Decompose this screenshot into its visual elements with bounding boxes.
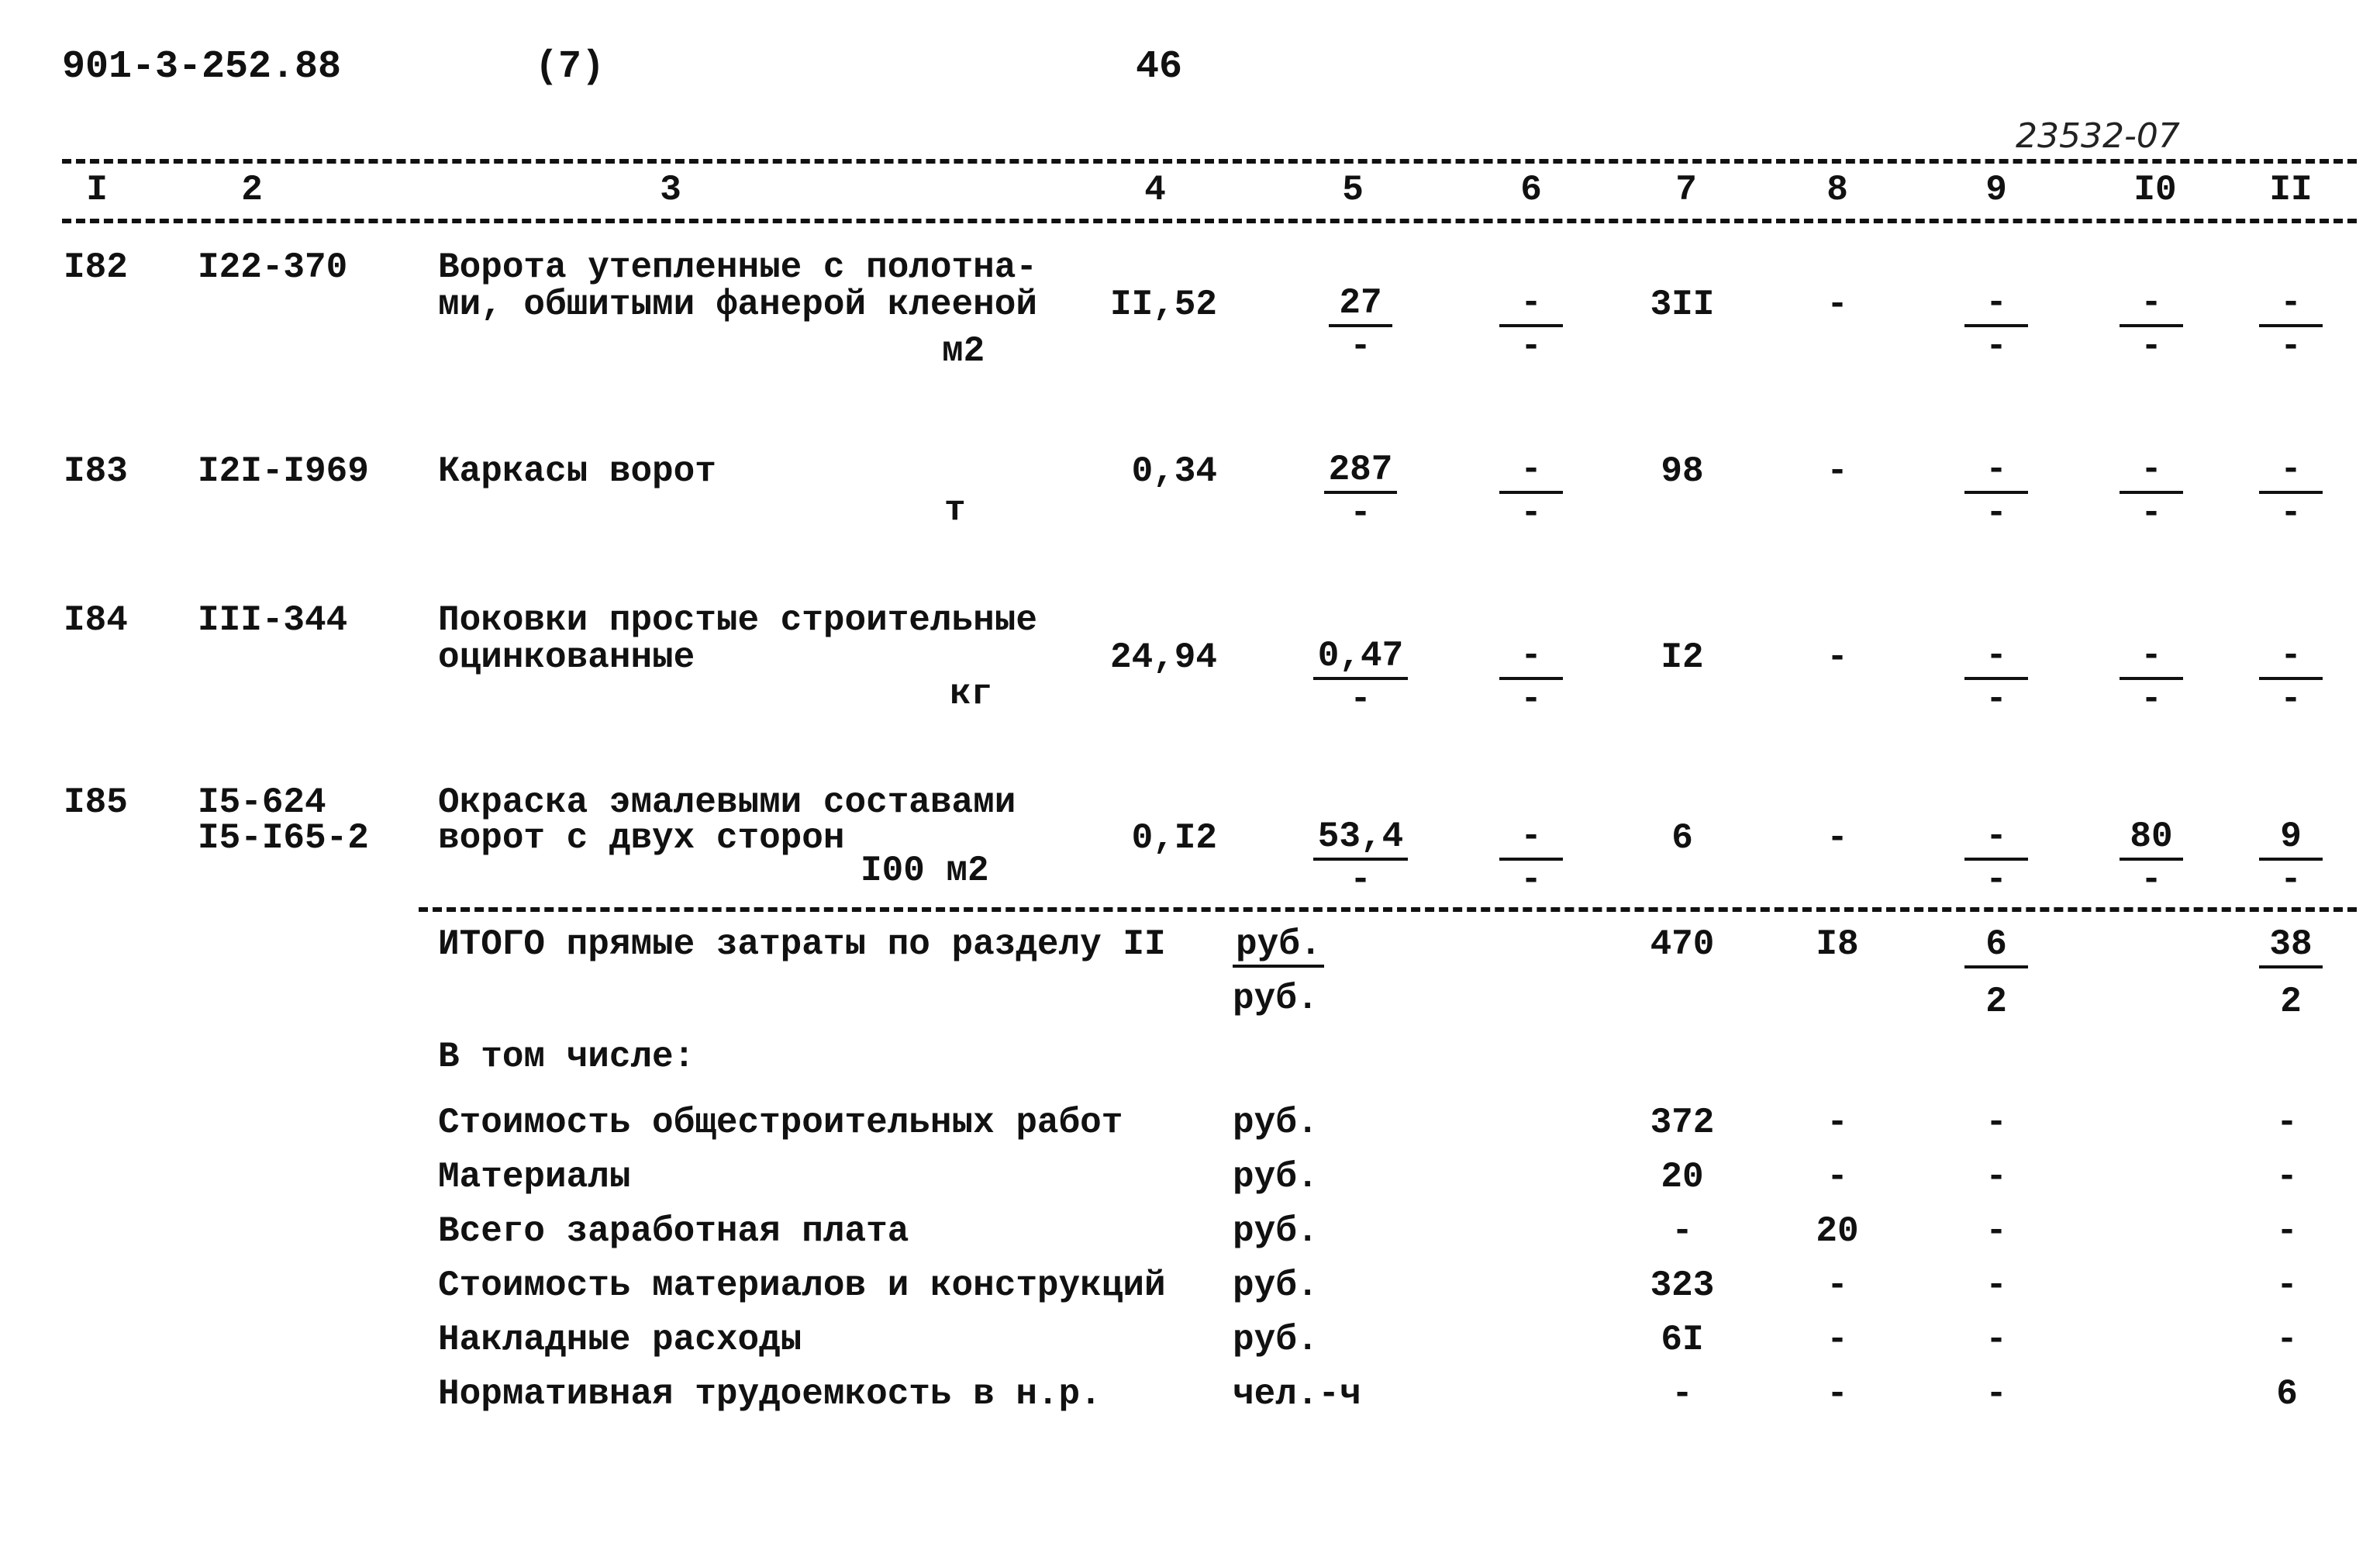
handwritten-note: 23532-07 (2016, 116, 2180, 156)
col6-top: - (1499, 452, 1563, 494)
breakdown-unit: руб. (1233, 1103, 1319, 1143)
unit-of-measure: I00 м2 (861, 851, 989, 891)
col-header: 9 (1985, 170, 2007, 210)
row-number: I83 (64, 451, 128, 492)
col7-value: 6 (1671, 818, 1693, 858)
col9-value (1954, 283, 2039, 367)
col10-value (2109, 816, 2194, 900)
col10-top: - (2120, 638, 2183, 680)
breakdown-col11: - (2276, 1157, 2298, 1197)
breakdown-unit: руб. (1233, 1265, 1319, 1306)
unit-of-measure: т (944, 490, 966, 530)
totals-col9-bottom: 2 (1985, 982, 2007, 1022)
col6-bottom: - (1520, 326, 1542, 367)
breakdown-col8: 20 (1816, 1211, 1859, 1251)
document-code: 901-3-252.88 (62, 45, 342, 89)
quantity: 24,94 (1109, 637, 1217, 678)
row-number: I85 (64, 782, 128, 823)
col11-top: 9 (2259, 819, 2323, 861)
col9-bottom: - (1985, 326, 2007, 367)
breakdown-unit: руб. (1233, 1320, 1319, 1360)
row-number: I82 (64, 247, 128, 288)
row-number: I84 (64, 600, 128, 640)
sheet-reference: (7) (535, 45, 605, 89)
col8-value: - (1826, 637, 1848, 678)
totals-col9 (1954, 924, 2039, 1022)
col10-top: - (2120, 452, 2183, 494)
col11-bottom: - (2280, 326, 2302, 367)
col9-top: - (1964, 285, 2028, 327)
breakdown-col7: 20 (1661, 1157, 1704, 1197)
col9-value (1954, 816, 2039, 900)
breakdown-col8: - (1826, 1320, 1848, 1360)
breakdown-col11: - (2276, 1320, 2298, 1360)
position-code-secondary: I5-I65-2 (198, 818, 369, 858)
col6-top: - (1499, 819, 1563, 861)
col9-value (1954, 636, 2039, 720)
position-code: I5-624 (198, 782, 326, 823)
col-header: 4 (1144, 170, 1166, 210)
col11-top: - (2259, 285, 2323, 327)
col6-bottom: - (1520, 679, 1542, 720)
breakdown-unit: руб. (1233, 1157, 1319, 1197)
col8-value: - (1826, 451, 1848, 492)
breakdown-label: Накладные расходы (438, 1320, 802, 1360)
unit-price-value: 287 (1324, 452, 1398, 494)
breakdown-col7: 6I (1661, 1320, 1704, 1360)
col10-bottom: - (2140, 493, 2162, 533)
col11-value (2248, 283, 2333, 367)
breakdown-col8: - (1826, 1103, 1848, 1143)
col9-bottom: - (1985, 860, 2007, 900)
col11-value (2248, 816, 2333, 900)
unit-price (1317, 816, 1404, 900)
unit-of-measure: кг (950, 674, 993, 714)
col-header: 6 (1520, 170, 1542, 210)
col9-bottom: - (1985, 679, 2007, 720)
quantity: II,52 (1109, 285, 1217, 325)
col7-value: 3II (1650, 285, 1715, 325)
col9-top: - (1964, 638, 2028, 680)
breakdown-col11: - (2276, 1265, 2298, 1306)
unit-price-value: 0,47 (1313, 638, 1408, 680)
totals-col8: I8 (1816, 924, 1859, 965)
col6-value (1488, 452, 1574, 531)
col-header: 5 (1342, 170, 1364, 210)
col9-top: - (1964, 452, 2028, 494)
unit-price (1317, 636, 1404, 720)
page-number: 46 (1136, 45, 1183, 89)
breakdown-unit: чел.-ч (1233, 1374, 1361, 1414)
header-top-rule (62, 159, 2357, 164)
col6-value (1488, 283, 1574, 367)
col-header: I0 (2133, 170, 2177, 210)
breakdown-unit: руб. (1233, 1211, 1319, 1251)
col11-bottom: - (2280, 493, 2302, 533)
breakdown-col9: - (1985, 1157, 2007, 1197)
description-line: оцинкованные (438, 637, 695, 678)
col10-value (2109, 452, 2194, 531)
col9-value (1954, 452, 2039, 531)
col10-value (2109, 283, 2194, 367)
description-line: Окраска эмалевыми составами (438, 782, 1016, 823)
breakdown-label: Материалы (438, 1157, 631, 1197)
unit-price (1318, 452, 1403, 531)
breakdown-col8: - (1826, 1157, 1848, 1197)
col-header: 8 (1826, 170, 1848, 210)
col10-bottom: - (2140, 326, 2162, 367)
col8-value: - (1826, 285, 1848, 325)
totals-rule (419, 907, 2357, 912)
col-header: 3 (660, 170, 681, 210)
unit-price-sub: - (1350, 326, 1371, 367)
header-bottom-rule (62, 219, 2357, 223)
col-header: 7 (1675, 170, 1697, 210)
breakdown-col7: - (1671, 1211, 1693, 1251)
quantity: 0,34 (1131, 451, 1217, 492)
totals-unit-secondary: руб. (1233, 979, 1319, 1019)
col-header: II (2269, 170, 2313, 210)
col10-bottom: - (2140, 860, 2162, 900)
unit-price-sub: - (1350, 679, 1371, 720)
description-line: ворот с двух сторон (438, 818, 845, 858)
unit-price-sub: - (1350, 860, 1371, 900)
col11-value (2248, 636, 2333, 720)
totals-unit (1233, 924, 1324, 965)
col8-value: - (1826, 818, 1848, 858)
col11-value (2248, 452, 2333, 531)
breakdown-label: Всего заработная плата (438, 1211, 909, 1251)
breakdown-col11: - (2276, 1103, 2298, 1143)
position-code: III-344 (198, 600, 348, 640)
position-code: I2I-I969 (198, 451, 369, 492)
breakdown-label: Нормативная трудоемкость в н.р. (438, 1374, 1102, 1414)
col6-bottom: - (1520, 493, 1542, 533)
breakdown-col9: - (1985, 1211, 2007, 1251)
col11-bottom: - (2280, 679, 2302, 720)
description-line: Ворота утепленные с полотна- (438, 247, 1037, 288)
breakdown-col11: - (2276, 1211, 2298, 1251)
quantity: 0,I2 (1131, 818, 1217, 858)
breakdown-col11: 6 (2276, 1374, 2298, 1414)
breakdown-col7: 372 (1650, 1103, 1715, 1143)
col10-value (2109, 636, 2194, 720)
breakdown-col9: - (1985, 1320, 2007, 1360)
breakdown-col9: - (1985, 1103, 2007, 1143)
description-line: Каркасы ворот (438, 451, 716, 492)
col9-bottom: - (1985, 493, 2007, 533)
col9-top: - (1964, 819, 2028, 861)
col10-bottom: - (2140, 679, 2162, 720)
unit-price-value: 53,4 (1313, 819, 1408, 861)
breakdown-col9: - (1985, 1374, 2007, 1414)
unit-price (1318, 283, 1403, 367)
unit-price-value: 27 (1329, 285, 1392, 327)
col10-top: 80 (2120, 819, 2183, 861)
col7-value: 98 (1661, 451, 1704, 492)
col7-value: I2 (1661, 637, 1704, 678)
col6-value (1488, 816, 1574, 900)
totals-col7: 470 (1650, 924, 1715, 965)
col6-top: - (1499, 638, 1563, 680)
totals-label: ИТОГО прямые затраты по разделу II (438, 924, 1166, 965)
description-line: ми, обшитыми фанерой клееной (438, 285, 1037, 325)
col-header: I (86, 170, 108, 210)
col10-top: - (2120, 285, 2183, 327)
col11-bottom: - (2280, 860, 2302, 900)
breakdown-label: Стоимость материалов и конструкций (438, 1265, 1166, 1306)
breakdown-col8: - (1826, 1265, 1848, 1306)
col6-top: - (1499, 285, 1563, 327)
totals-col9-top: 6 (1964, 927, 2028, 968)
breakdown-col8: - (1826, 1374, 1848, 1414)
totals-col11-bottom: 2 (2280, 982, 2302, 1022)
breakdown-col7: 323 (1650, 1265, 1715, 1306)
col-header: 2 (241, 170, 263, 210)
unit-of-measure: м2 (942, 331, 985, 371)
col11-top: - (2259, 638, 2323, 680)
totals-col11-top: 38 (2259, 927, 2323, 968)
col11-top: - (2259, 452, 2323, 494)
breakdown-heading: В том числе: (438, 1037, 695, 1077)
totals-col11 (2248, 924, 2333, 1022)
breakdown-col9: - (1985, 1265, 2007, 1306)
col6-value (1488, 636, 1574, 720)
col6-bottom: - (1520, 860, 1542, 900)
breakdown-col7: - (1671, 1374, 1693, 1414)
description-line: Поковки простые строительные (438, 600, 1037, 640)
unit-price-sub: - (1350, 493, 1371, 533)
totals-unit-top: руб. (1233, 924, 1324, 968)
position-code: I22-370 (198, 247, 348, 288)
breakdown-label: Стоимость общестроительных работ (438, 1103, 1123, 1143)
